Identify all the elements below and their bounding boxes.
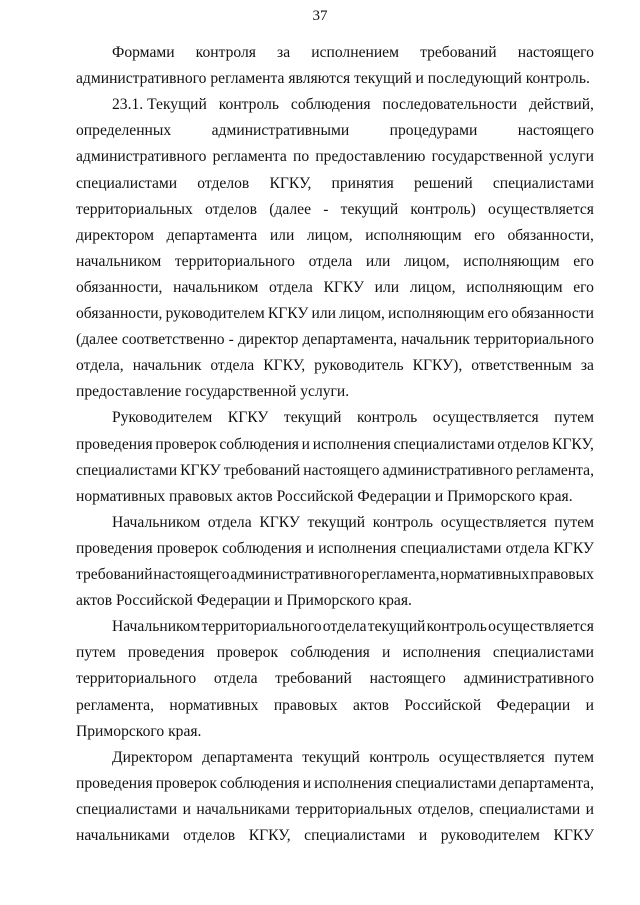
word: нормативных xyxy=(440,566,530,583)
word: специалистами xyxy=(479,800,581,818)
word: специалистами xyxy=(393,435,495,453)
word: правовых xyxy=(273,696,338,714)
word: отдела xyxy=(308,252,353,270)
text-line xyxy=(112,614,594,640)
word: начальник xyxy=(132,357,202,375)
word: отделов xyxy=(197,174,250,192)
word: контроля xyxy=(195,44,256,61)
text-line xyxy=(76,327,594,353)
word: соблюдения xyxy=(222,539,302,557)
word: соблюдения xyxy=(290,96,371,114)
text-line xyxy=(76,353,594,379)
word: действий, xyxy=(529,96,594,114)
word: КГКУ, xyxy=(552,435,594,453)
word: соблюдения xyxy=(290,644,370,662)
text-line xyxy=(112,510,594,536)
word: соблюдения xyxy=(219,435,299,453)
word: - xyxy=(323,200,329,218)
word: требований xyxy=(76,566,153,583)
word: КГКУ xyxy=(180,461,221,479)
word: текущий xyxy=(302,748,360,766)
text-line xyxy=(76,640,594,666)
word: или xyxy=(311,305,337,322)
word: департамента xyxy=(166,226,258,244)
word: административного xyxy=(382,461,513,479)
word: Российской xyxy=(404,696,482,714)
word: департамента, xyxy=(499,774,594,792)
word: КГКУ, xyxy=(248,827,291,844)
text-line xyxy=(76,171,594,197)
word: начальник xyxy=(401,331,470,349)
word: территориального xyxy=(473,331,594,349)
word: КГКУ xyxy=(323,278,365,296)
word: ответственным xyxy=(471,357,572,375)
text-line xyxy=(76,275,594,301)
word: исполнения xyxy=(402,644,481,662)
word: специалистами xyxy=(76,461,178,479)
word: проверок xyxy=(155,774,217,792)
word: начальником xyxy=(76,252,162,270)
word: контроль xyxy=(372,513,434,531)
word: территориального xyxy=(174,252,295,270)
word: отдела xyxy=(207,513,252,531)
word: отдела, xyxy=(76,357,124,375)
text-line: Приморского края. xyxy=(76,722,202,740)
word: или xyxy=(374,278,400,296)
word: исполняющим xyxy=(466,278,563,296)
word: лицом, xyxy=(403,252,450,270)
word: настоящего xyxy=(517,122,594,140)
word: его xyxy=(474,226,495,244)
text-line: нормативных правовых актов Российской Федерации и Приморского края. xyxy=(76,487,573,505)
word: требований xyxy=(223,461,301,479)
word: отделов xyxy=(183,827,236,844)
word: лицом, xyxy=(339,305,385,322)
word: лицом, xyxy=(409,278,456,296)
word: специалистами xyxy=(395,774,497,792)
word: территориальных xyxy=(76,200,193,218)
word: путем xyxy=(76,644,116,662)
word: текущий xyxy=(367,618,426,636)
word: настоящего xyxy=(303,461,380,479)
text-line xyxy=(76,823,594,849)
word: исполняющим xyxy=(463,252,560,270)
word: проведения xyxy=(76,435,153,453)
word: 23.1. Текущий xyxy=(112,96,207,114)
word: нормативных xyxy=(169,696,259,714)
text-line: актов Российской Федерации и Приморского края. xyxy=(76,592,412,610)
page-number: 37 xyxy=(312,8,328,24)
word: директор xyxy=(237,331,299,349)
word: проверок xyxy=(156,539,219,557)
word: осуществляется xyxy=(438,748,545,766)
word: и xyxy=(382,644,391,662)
word: специалистами xyxy=(76,800,178,818)
word: КГКУ xyxy=(267,305,309,322)
word: осуществляется xyxy=(432,409,539,427)
word: руководитель xyxy=(314,357,404,375)
word: осуществляется xyxy=(440,513,547,531)
word: административного xyxy=(463,670,594,688)
word: начальниками xyxy=(76,827,170,844)
text-line xyxy=(76,301,594,327)
word: административного xyxy=(230,566,361,583)
word: специалистами xyxy=(400,539,502,557)
word: Начальником xyxy=(112,618,201,636)
word: КГКУ xyxy=(553,827,594,844)
word: предоставлению xyxy=(315,148,426,166)
word: проверок xyxy=(216,644,279,662)
text-line xyxy=(76,458,594,484)
word: путем xyxy=(554,748,594,766)
word: исполнения xyxy=(318,539,397,557)
word: принятия xyxy=(331,174,394,192)
word: регламента, xyxy=(361,566,440,583)
text-line xyxy=(76,536,594,562)
word: отдела xyxy=(322,618,367,636)
word: начальником xyxy=(173,278,259,296)
word: руководителем xyxy=(165,305,265,322)
word: его xyxy=(487,305,509,322)
word: проведения xyxy=(76,774,153,792)
word: контроль) xyxy=(410,200,476,218)
word: регламента, xyxy=(76,696,154,714)
word: настоящего xyxy=(369,670,446,688)
word: и xyxy=(302,774,312,792)
word: и xyxy=(182,800,191,818)
word: решений xyxy=(414,174,473,192)
word: настоящего xyxy=(153,566,230,583)
word: и xyxy=(585,696,594,714)
word: настоящего xyxy=(517,44,594,61)
word: текущий xyxy=(307,513,366,531)
word: специалистами xyxy=(492,644,594,662)
word: территориального xyxy=(76,670,197,688)
text-line xyxy=(112,745,594,771)
word: исполнением xyxy=(311,44,399,61)
word: проведения xyxy=(127,644,205,662)
word: Руководителем xyxy=(112,409,213,427)
text-line xyxy=(76,432,594,458)
word: отдела xyxy=(213,670,258,688)
word: Начальником xyxy=(112,513,201,531)
word: (далее xyxy=(269,200,312,218)
word: административного xyxy=(76,148,207,166)
word: его xyxy=(573,278,594,296)
text-line xyxy=(76,144,594,170)
text-line xyxy=(112,405,594,431)
word: территориального xyxy=(201,618,322,636)
text-line xyxy=(112,40,594,66)
word: регламента xyxy=(212,148,287,166)
word: контроль xyxy=(218,96,279,114)
word: путем xyxy=(554,513,594,531)
word: последовательности xyxy=(382,96,518,114)
word: актов xyxy=(352,696,390,714)
word: КГКУ), xyxy=(412,357,463,375)
word: соответственно xyxy=(121,331,225,349)
word: регламента, xyxy=(516,461,594,479)
word: обязанности xyxy=(511,305,594,322)
word: правовых xyxy=(530,566,594,583)
word: контроль xyxy=(426,618,487,636)
word: обязанности, xyxy=(76,305,163,322)
word: и xyxy=(585,800,594,818)
word: отделов, xyxy=(417,800,474,818)
word: КГКУ xyxy=(553,539,594,557)
word: начальниками xyxy=(196,800,290,818)
word: департамента, xyxy=(302,331,398,349)
word: осуществляется xyxy=(488,200,594,218)
word: обязанности, xyxy=(507,226,594,244)
word: требований xyxy=(420,44,497,61)
word: Формами xyxy=(112,44,175,61)
text-line xyxy=(76,797,594,823)
word: отделов xyxy=(497,435,550,453)
word: контроль xyxy=(357,409,418,427)
word: КГКУ xyxy=(227,409,269,427)
text-line xyxy=(76,223,594,249)
text-line xyxy=(76,118,594,144)
word: специалистами xyxy=(76,174,178,192)
word: административными xyxy=(211,122,350,140)
word: Директором xyxy=(112,748,193,766)
word: КГКУ, xyxy=(263,357,306,375)
word: исполняющим xyxy=(388,305,485,322)
word: осуществляется xyxy=(488,618,594,636)
word: - xyxy=(228,331,234,349)
word: проверок xyxy=(155,435,217,453)
word: услуги xyxy=(548,148,594,166)
word: КГКУ xyxy=(259,513,300,531)
word: соблюдения xyxy=(220,774,300,792)
text-line xyxy=(76,771,594,797)
word: текущий xyxy=(340,200,399,218)
word: исполняющим xyxy=(365,226,462,244)
word: путем xyxy=(554,409,594,427)
word: или xyxy=(365,252,391,270)
word: за xyxy=(277,44,291,61)
word: или xyxy=(269,226,295,244)
word: исполнения xyxy=(314,774,393,792)
word: исполнения xyxy=(312,435,391,453)
word: специалистами xyxy=(492,174,594,192)
word: его xyxy=(573,252,594,270)
word: обязанности, xyxy=(76,278,163,296)
word: государственной xyxy=(431,148,543,166)
word: определенных xyxy=(76,122,172,140)
text-line xyxy=(112,92,594,118)
word: контроль xyxy=(369,748,430,766)
word: специалистами xyxy=(304,827,406,844)
word: и xyxy=(301,435,311,453)
text-line: административного регламента являются текущий и последующий контроль. xyxy=(76,70,590,88)
text-line xyxy=(76,666,594,692)
word: отдела xyxy=(269,278,313,296)
word: по xyxy=(292,148,310,166)
word: отдела xyxy=(210,357,255,375)
word: лицом, xyxy=(306,226,353,244)
word: и xyxy=(418,827,428,844)
word: КГКУ, xyxy=(269,174,312,192)
word: текущий xyxy=(283,409,342,427)
word: отделов xyxy=(205,200,257,218)
word: отдела xyxy=(505,539,550,557)
word: (далее xyxy=(76,331,118,349)
text-line xyxy=(76,249,594,275)
text-line xyxy=(76,693,594,719)
word: Федерации xyxy=(496,696,571,714)
text-line xyxy=(76,562,594,588)
word: территориальных xyxy=(295,800,413,818)
word: за xyxy=(580,357,594,375)
word: процедурами xyxy=(389,122,478,140)
word: проведения xyxy=(76,539,153,557)
text-line: предоставление государственной услуги. xyxy=(76,383,350,401)
word: требований xyxy=(275,670,352,688)
word: руководителем xyxy=(440,827,540,844)
word: директором xyxy=(76,226,154,244)
word: и xyxy=(305,539,315,557)
text-line xyxy=(76,197,594,223)
word: департамента xyxy=(202,748,293,766)
